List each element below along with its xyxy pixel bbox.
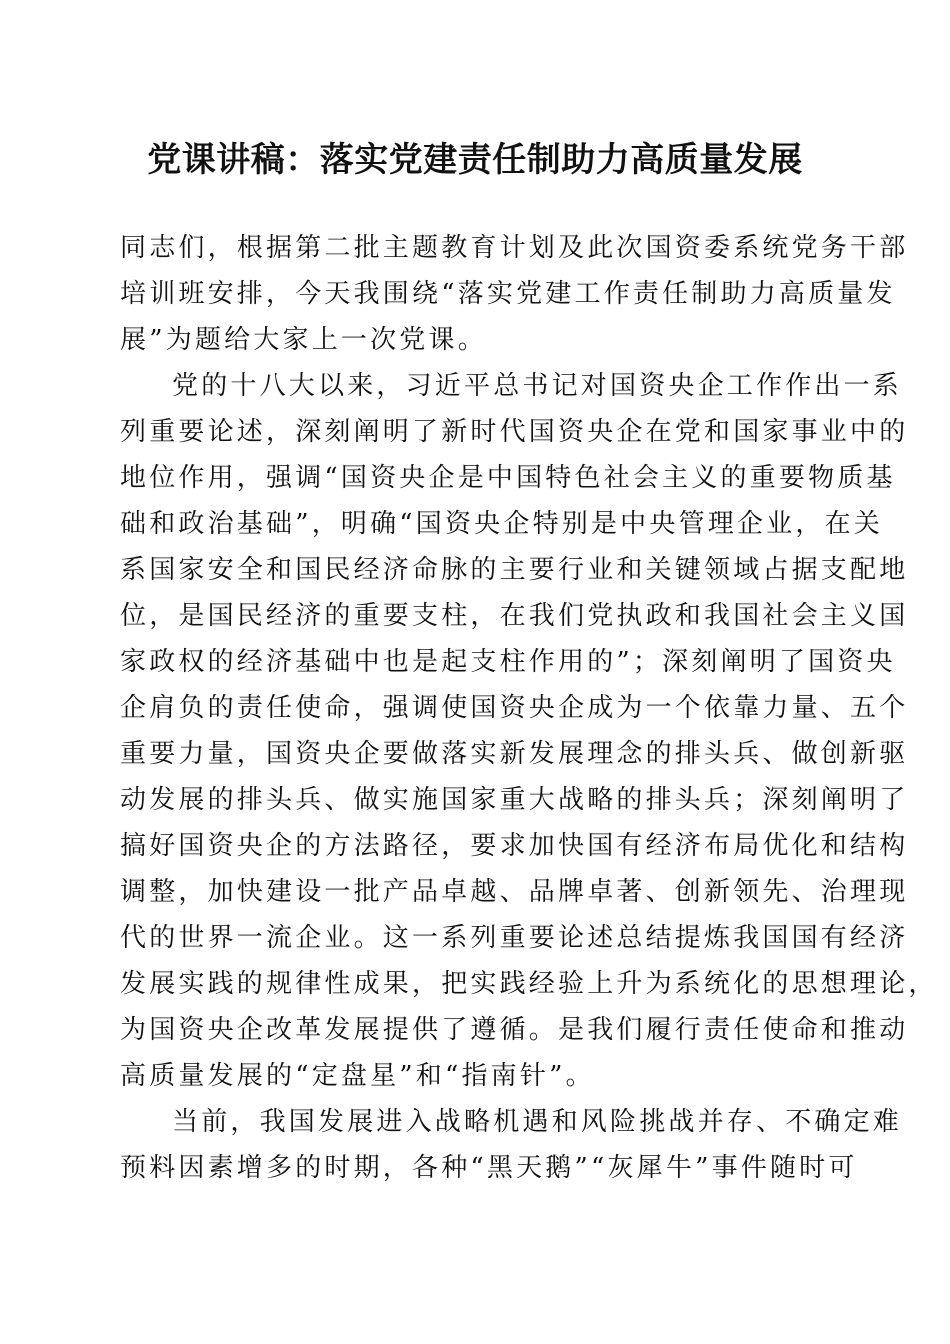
- text-line: 党的十八大以来，习近平总书记对国资央企工作作出一系: [172, 371, 903, 401]
- text-line: 动发展的排头兵、做实施国家重大战略的排头兵；深刻阐明了: [120, 785, 909, 815]
- text-line: 代的世界一流企业。这一系列重要论述总结提炼我国国有经济: [120, 923, 909, 953]
- text-line: 预料因素增多的时期，各种“黑天鹅”“灰犀牛”事件随时可: [120, 1153, 858, 1183]
- text-line: 础和政治基础”，明确“国资央企特别是中央管理企业，在关: [120, 509, 883, 539]
- text-line: 系国家安全和国民经济命脉的主要行业和关键领域占据支配地: [120, 555, 909, 585]
- text-line: 地位作用，强调“国资央企是中国特色社会主义的重要物质基: [120, 463, 896, 493]
- paragraph-1: [120, 225, 909, 363]
- document-body: [120, 225, 938, 1191]
- text-line: 同志们，根据第二批主题教育计划及此次国资委系统党务干部: [120, 233, 909, 263]
- text-line: 企肩负的责任使命，强调使国资央企成为一个依靠力量、五个: [120, 693, 909, 723]
- text-line: 发展实践的规律性成果，把实践经验上升为系统化的思想理论，: [120, 969, 938, 999]
- text-line: 位，是国民经济的重要支柱，在我们党执政和我国社会主义国: [120, 601, 909, 631]
- paragraph-2: [120, 363, 938, 1099]
- text-line: 当前，我国发展进入战略机遇和风险挑战并存、不确定难: [172, 1107, 903, 1137]
- text-line: 为国资央企改革发展提供了遵循。是我们履行责任使命和推动: [120, 1015, 909, 1045]
- text-line: 重要力量，国资央企要做落实新发展理念的排头兵、做创新驱: [120, 739, 909, 769]
- text-line: 调整，加快建设一批产品卓越、品牌卓著、创新领先、治理现: [120, 877, 909, 907]
- text-line: 高质量发展的“定盘星”和“指南针”。: [120, 1061, 595, 1091]
- text-line: 培训班安排，今天我围绕“落实党建工作责任制助力高质量发: [120, 279, 896, 309]
- text-line: 家政权的经济基础中也是起支柱作用的”；深刻阐明了国资央: [120, 647, 896, 677]
- text-line: 展”为题给大家上一次党课。: [120, 325, 487, 355]
- text-line: 搞好国资央企的方法路径，要求加快国有经济布局优化和结构: [120, 831, 909, 861]
- paragraph-3: [120, 1099, 903, 1191]
- document-title: 党课讲稿：落实党建责任制助力高质量发展: [147, 140, 803, 180]
- text-line: 列重要论述，深刻阐明了新时代国资央企在党和国家事业中的: [120, 417, 909, 447]
